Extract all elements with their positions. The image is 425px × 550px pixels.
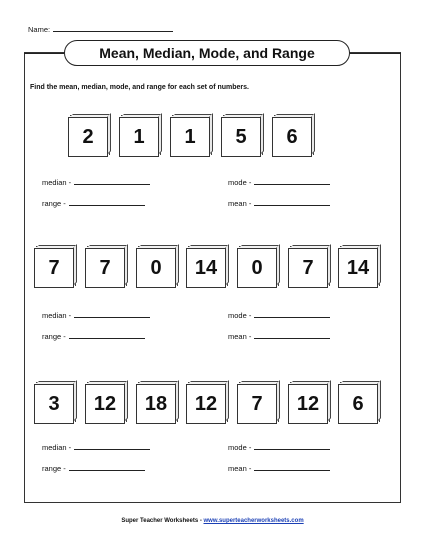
number-cube: 14 [186,248,226,288]
mode-label: mode - [228,178,252,187]
mode-field [228,442,330,452]
number-cube: 12 [288,384,328,424]
number-cube: 7 [85,248,125,288]
number-cube: 2 [68,117,108,157]
instructions: Find the mean, median, mode, and range for each set of numbers. [30,84,249,91]
page-title: Mean, Median, Mode, and Range [64,40,350,66]
mean-blank[interactable] [254,198,330,206]
number-cube: 7 [288,248,328,288]
title-rule-left [24,53,64,54]
range-label: range - [42,332,66,341]
range-field [42,198,145,208]
number-cube: 6 [272,117,312,157]
mean-label: mean - [228,332,252,341]
range-label: range - [42,464,66,473]
mean-field [228,463,330,473]
median-blank[interactable] [74,442,150,450]
title-rule-right [350,53,401,54]
mode-label: mode - [228,311,252,320]
name-line[interactable] [53,24,173,32]
number-cube: 14 [338,248,378,288]
mode-blank[interactable] [254,177,330,185]
number-cube: 18 [136,384,176,424]
median-field [42,177,150,187]
range-field [42,463,145,473]
mean-label: mean - [228,199,252,208]
number-cube: 3 [34,384,74,424]
number-cube: 12 [85,384,125,424]
mean-field [228,198,330,208]
range-blank[interactable] [69,331,145,339]
median-label: median - [42,443,72,452]
range-blank[interactable] [69,198,145,206]
range-blank[interactable] [69,463,145,471]
number-cube: 5 [221,117,261,157]
number-cube: 6 [338,384,378,424]
number-cube: 1 [119,117,159,157]
footer-separator: - [198,518,204,524]
number-cube: 0 [237,248,277,288]
mode-blank[interactable] [254,442,330,450]
number-cube: 0 [136,248,176,288]
mean-blank[interactable] [254,331,330,339]
mode-label: mode - [228,443,252,452]
mode-field [228,177,330,187]
range-label: range - [42,199,66,208]
mean-blank[interactable] [254,463,330,471]
mode-blank[interactable] [254,310,330,318]
footer [0,518,425,524]
footer-url-link[interactable]: www.superteacherworksheets.com [203,518,304,524]
median-blank[interactable] [74,177,150,185]
number-cube: 1 [170,117,210,157]
footer-brand: Super Teacher Worksheets [121,518,199,524]
number-cube: 7 [34,248,74,288]
range-field [42,331,145,341]
mean-label: mean - [228,464,252,473]
median-label: median - [42,178,72,187]
median-blank[interactable] [74,310,150,318]
median-field [42,310,150,320]
median-field [42,442,150,452]
name-row [28,24,173,34]
mode-field [228,310,330,320]
number-cube: 7 [237,384,277,424]
median-label: median - [42,311,72,320]
name-label: Name: [28,25,51,34]
number-cube: 12 [186,384,226,424]
mean-field [228,331,330,341]
